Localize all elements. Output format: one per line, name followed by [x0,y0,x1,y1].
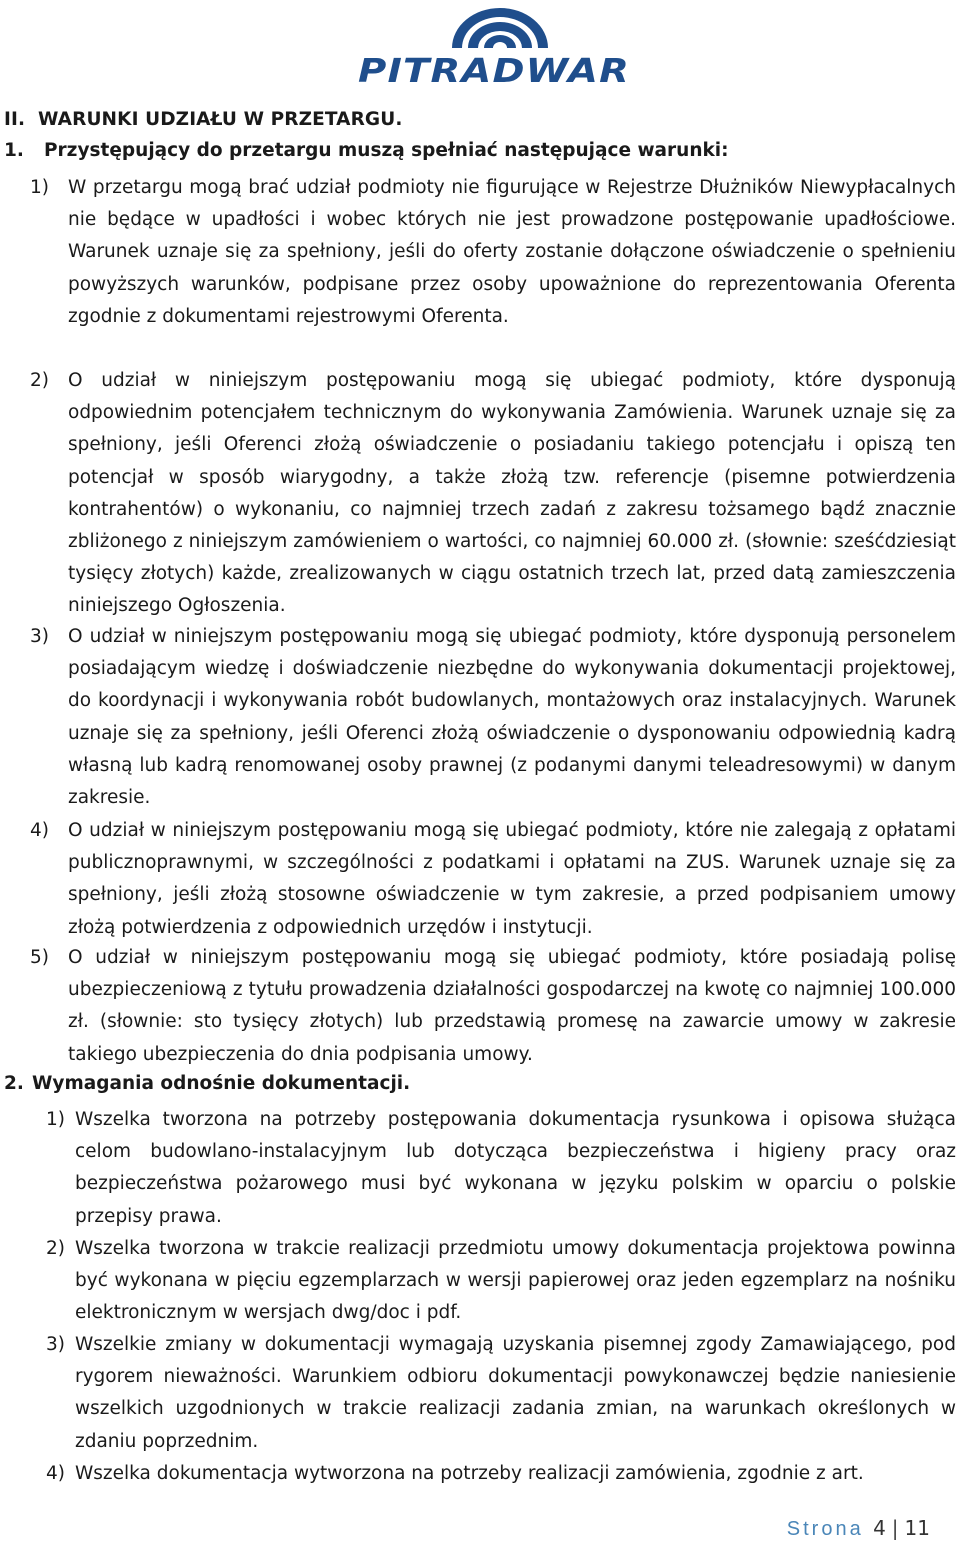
company-logo [356,2,632,86]
list-item [46,1233,956,1330]
list-item-number: 3) [30,626,49,647]
list-item-text: Wszelka dokumentacja wytworzona na potrzeby realizacji zamówienia, zgodnie z art. [75,1463,864,1484]
list-item [46,1458,956,1490]
list-item-text: O udział w niniejszym postępowaniu mogą się ubiegać podmioty, które dysponują personelem posiadającym wiedzę i doświadczenie niezbędne do wykonywania dokumentacji projektowej, do koordynacji i wykonywania robót budowlanych, montażowych oraz instalacyjnych. Warunek uznaje się za spełniony, jeśli Oferenci złożą oświadczenie o dysponowaniu odpowiednią kadrą własną lub kadrą renomowanej osoby prawnej (z podanymi danymi teleadresowymi) w danym zakresie. [68,626,956,809]
logo-radar-arc-inner [484,35,516,48]
list-item [30,621,956,814]
list-item [46,1104,956,1233]
list-item-number: 2) [30,370,49,391]
heading-number: 2. [4,1073,24,1094]
list-item-number: 5) [30,947,49,968]
heading-text: Wymagania odnośnie dokumentacji. [32,1073,411,1094]
section-number: II. [4,109,26,130]
list-item-text: O udział w niniejszym postępowaniu mogą się ubiegać podmioty, które posiadają polisę ubezpieczeniową z tytułu prowadzenia działalności gospodarczej na kwotę co najmniej 100.000 zł. (słownie: sto tysięcy złotych) lub przedstawią promesę na zawarcie umowy w zakresie takiego ubezpieczenia do dnia podpisania umowy. [68,947,956,1065]
list-item-text: O udział w niniejszym postępowaniu mogą się ubiegać podmioty, które nie zalegają z opłatami publicznoprawnymi, w szczególności z podatkami i opłatami na ZUS. Warunek uznaje się za spełniony, jeśli złożą stosowne oświadczenie w tym zakresie, a przed podpisaniem umowy złożą potwierdzenia z odpowiednich urzędów i instytucji. [68,820,956,938]
section-title [4,109,402,130]
list-item [30,942,956,1071]
page-footer [787,1516,930,1541]
heading-conditions [4,140,729,161]
heading-number: 1. [4,140,24,161]
list-item [30,365,956,623]
list-item-text: Wszelka tworzona na potrzeby postępowania dokumentacja rysunkowa i opisowa służąca celom budowlano-instalacyjnym lub dotycząca bezpieczeństwa i higieny pracy oraz bezpieczeństwa pożarowego musi być wykonana w języku polskim w oparciu o polskie przepisy prawa. [75,1109,956,1227]
list-item-number: 3) [46,1334,65,1355]
heading-text: Przystępujący do przetargu muszą spełniać następujące warunki: [44,140,729,161]
list-item-number: 2) [46,1238,65,1259]
page-total: 11 [904,1516,930,1540]
page-current: 4 [873,1516,886,1540]
list-item-number: 1) [46,1109,65,1130]
list-item-text: Wszelka tworzona w trakcie realizacji przedmiotu umowy dokumentacja projektowa powinna być wykonana w pięciu egzemplarzach w wersji papierowej oraz jeden egzemplarz na nośniku elektronicznym w wersjach dwg/doc i pdf. [75,1238,956,1324]
list-item [30,172,956,333]
list-item-text: O udział w niniejszym postępowaniu mogą się ubiegać podmioty, które dysponują odpowiednim potencjałem technicznym do wykonywania Zamówienia. Warunek uznaje się za spełniony, jeśli Oferenci złożą oświadczenie o posiadaniu takiego potencjału i opiszą ten potencjał w sposób wiarygodny, a także złożą tzw. referencje (pisemne potwierdzenia kontrahentów) o wykonaniu, co najmniej trzech zadań z zakresu tożsamego bądź znacznie zbliżonego z niniejszym zamówieniem o wartości, co najmniej 60.000 zł. (słownie: sześćdziesiąt tysięcy złotych) każde, zrealizowanych w ciągu ostatnich trzech lat, przed datą zamieszczenia niniejszego Ogłoszenia. [68,370,956,617]
list-item-number: 4) [30,820,49,841]
list-item-number: 1) [30,177,49,198]
logo-text: PITRADWAR [358,51,630,86]
section-title-text: WARUNKI UDZIAŁU W PRZETARGU. [38,109,403,130]
list-item-number: 4) [46,1463,65,1484]
list-item [30,815,956,944]
page-separator: | [891,1516,899,1540]
list-item-text: W przetargu mogą brać udział podmioty nie figurujące w Rejestrze Dłużników Niewypłacalnych nie będące w upadłości i wobec których nie jest prowadzone postępowanie upadłościowe. Warunek uznaje się za spełniony, jeśli do oferty zostanie dołączone oświadczenie o spełnieniu powyższych warunków, podpisane przez osoby upoważnione do reprezentowania Oferenta zgodnie z dokumentami rejestrowymi Oferenta. [68,177,956,327]
page-label: Strona [786,1518,864,1540]
list-item-text: Wszelkie zmiany w dokumentacji wymagają uzyskania pisemnej zgody Zamawiającego, pod rygorem nieważności. Warunkiem odbioru dokumentacji powykonawczej będzie naniesienie wszelkich uzgodnionych w trakcie realizacji zadania zmian, na warunkach określonych w zdaniu poprzednim. [75,1334,956,1452]
heading-documentation [4,1073,410,1094]
list-item [46,1329,956,1458]
